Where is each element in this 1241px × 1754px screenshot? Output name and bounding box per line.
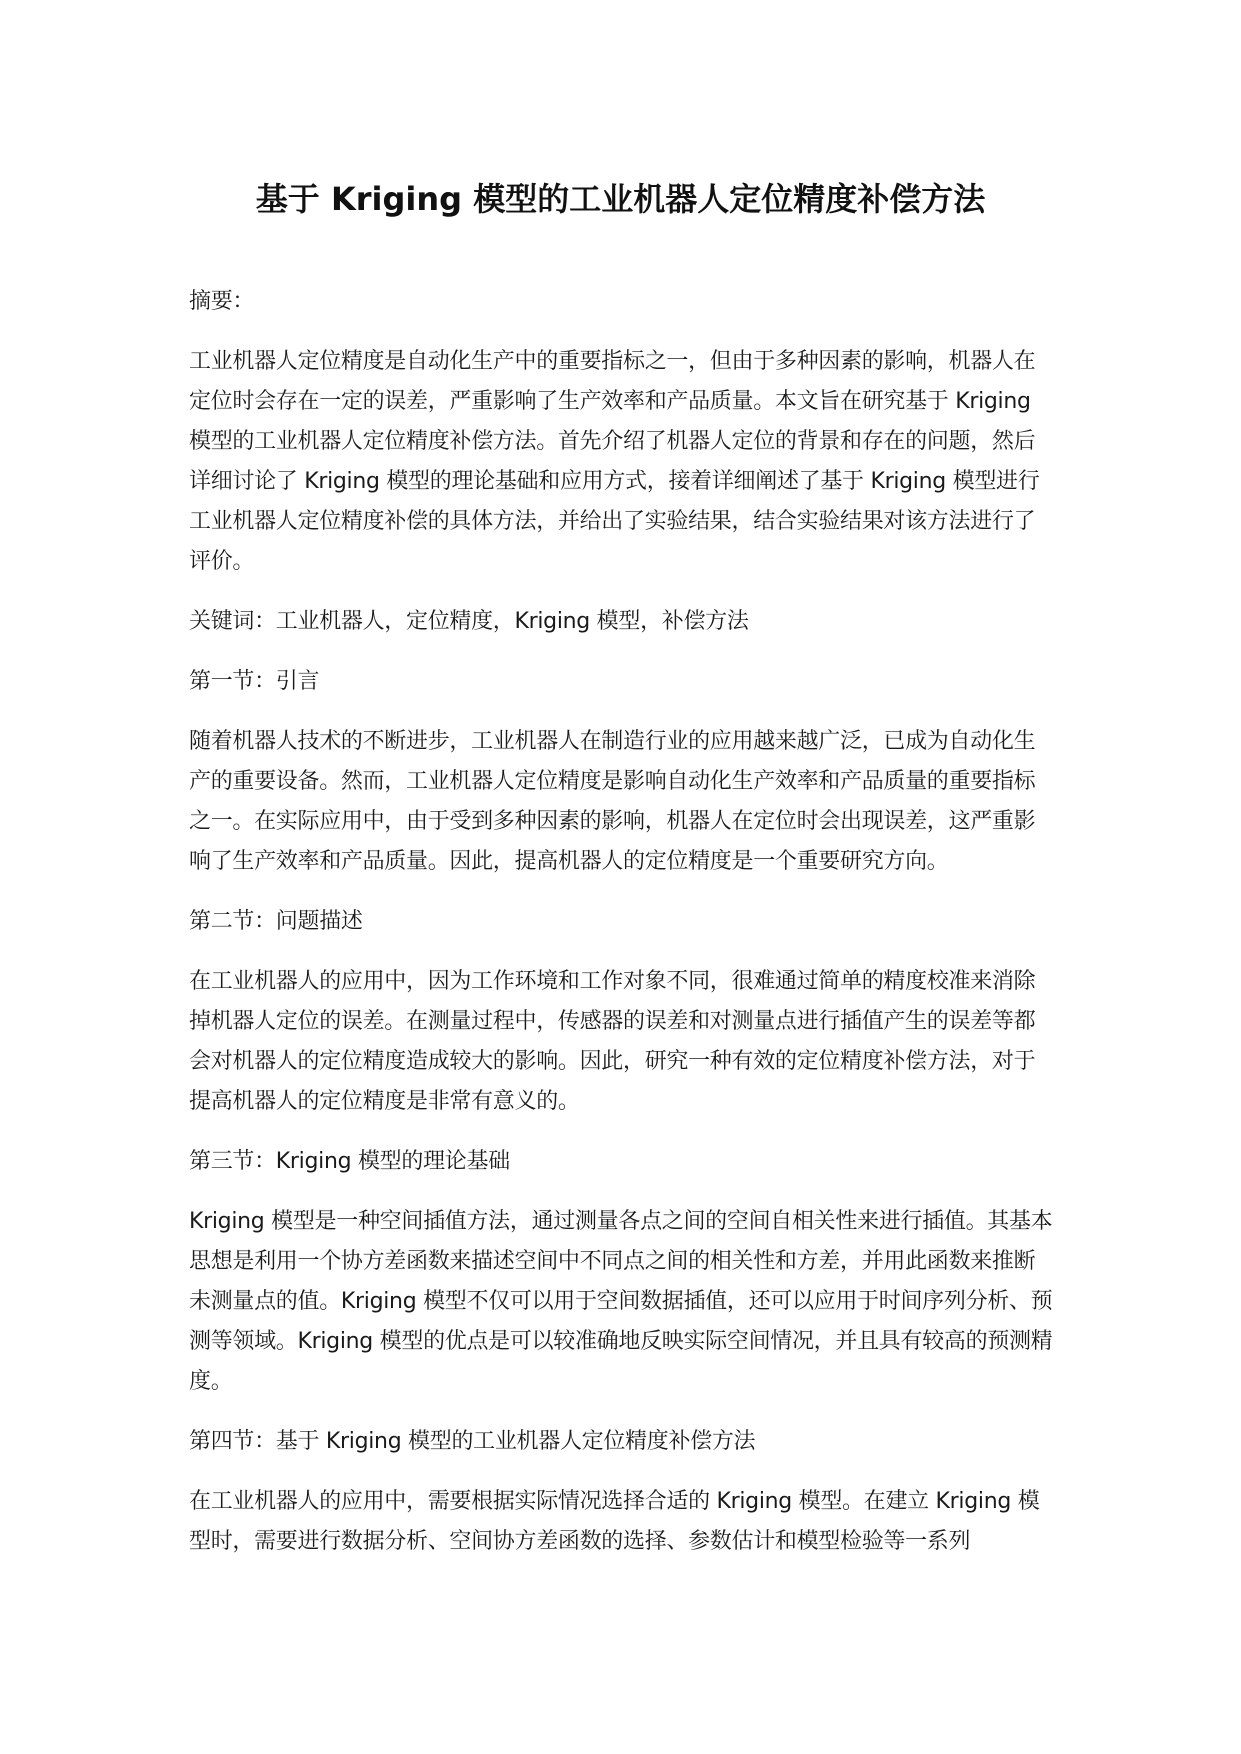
section-heading-3: 第三节：Kriging 模型的理论基础 [189,1149,510,1174]
abstract-paragraph: 工业机器人定位精度是自动化生产中的重要指标之一，但由于多种因素的影响，机器人在定位时会存在一定的误差，严重影响了生产效率和产品质量。本文旨在研究基于 Kriging 模型的工业机器人定位精度补偿方法。首先介绍了机器人定位的背景和存在的问题，然后详细讨论了 Kriging 模型的理论基础和应用方式，接着详细阐述了基于 Kriging 模型进行工业机器人定位精度补偿的具体方法，并给出了实验结果，结合实验结果对该方法进行了评价。 [189,349,1040,574]
section-heading-2: 第二节：问题描述 [189,909,363,934]
abstract-label: 摘要： [189,289,255,314]
section-paragraph-3: Kriging 模型是一种空间插值方法，通过测量各点之间的空间自相关性来进行插值。其基本思想是利用一个协方差函数来描述空间中不同点之间的相关性和方差，并用此函数来推断未测量点的值。Kriging 模型不仅可以用于空间数据插值，还可以应用于时间序列分析、预测等领域。Kriging 模型的优点是可以较准确地反映实际空间情况，并且具有较高的预测精度。 [189,1209,1053,1394]
section-paragraph-1: 随着机器人技术的不断进步，工业机器人在制造行业的应用越来越广泛，已成为自动化生产的重要设备。然而，工业机器人定位精度是影响自动化生产效率和产品质量的重要指标之一。在实际应用中，由于受到多种因素的影响，机器人在定位时会出现误差，这严重影响了生产效率和产品质量。因此，提高机器人的定位精度是一个重要研究方向。 [189,729,1036,874]
keywords-line: 关键词：工业机器人，定位精度，Kriging 模型，补偿方法 [189,609,749,634]
section-heading-1: 第一节：引言 [189,669,320,694]
section-paragraph-4: 在工业机器人的应用中，需要根据实际情况选择合适的 Kriging 模型。在建立 Kriging 模型时，需要进行数据分析、空间协方差函数的选择、参数估计和模型检验等一系列 [189,1489,1040,1554]
section-paragraph-2: 在工业机器人的应用中，因为工作环境和工作对象不同，很难通过简单的精度校准来消除掉机器人定位的误差。在测量过程中，传感器的误差和对测量点进行插值产生的误差等都会对机器人的定位精度造成较大的影响。因此，研究一种有效的定位精度补偿方法，对于提高机器人的定位精度是非常有意义的。 [189,969,1036,1114]
document-title: 基于 Kriging 模型的工业机器人定位精度补偿方法 [255,180,986,218]
section-heading-4: 第四节：基于 Kriging 模型的工业机器人定位精度补偿方法 [189,1429,756,1454]
document-body [189,282,1053,1582]
